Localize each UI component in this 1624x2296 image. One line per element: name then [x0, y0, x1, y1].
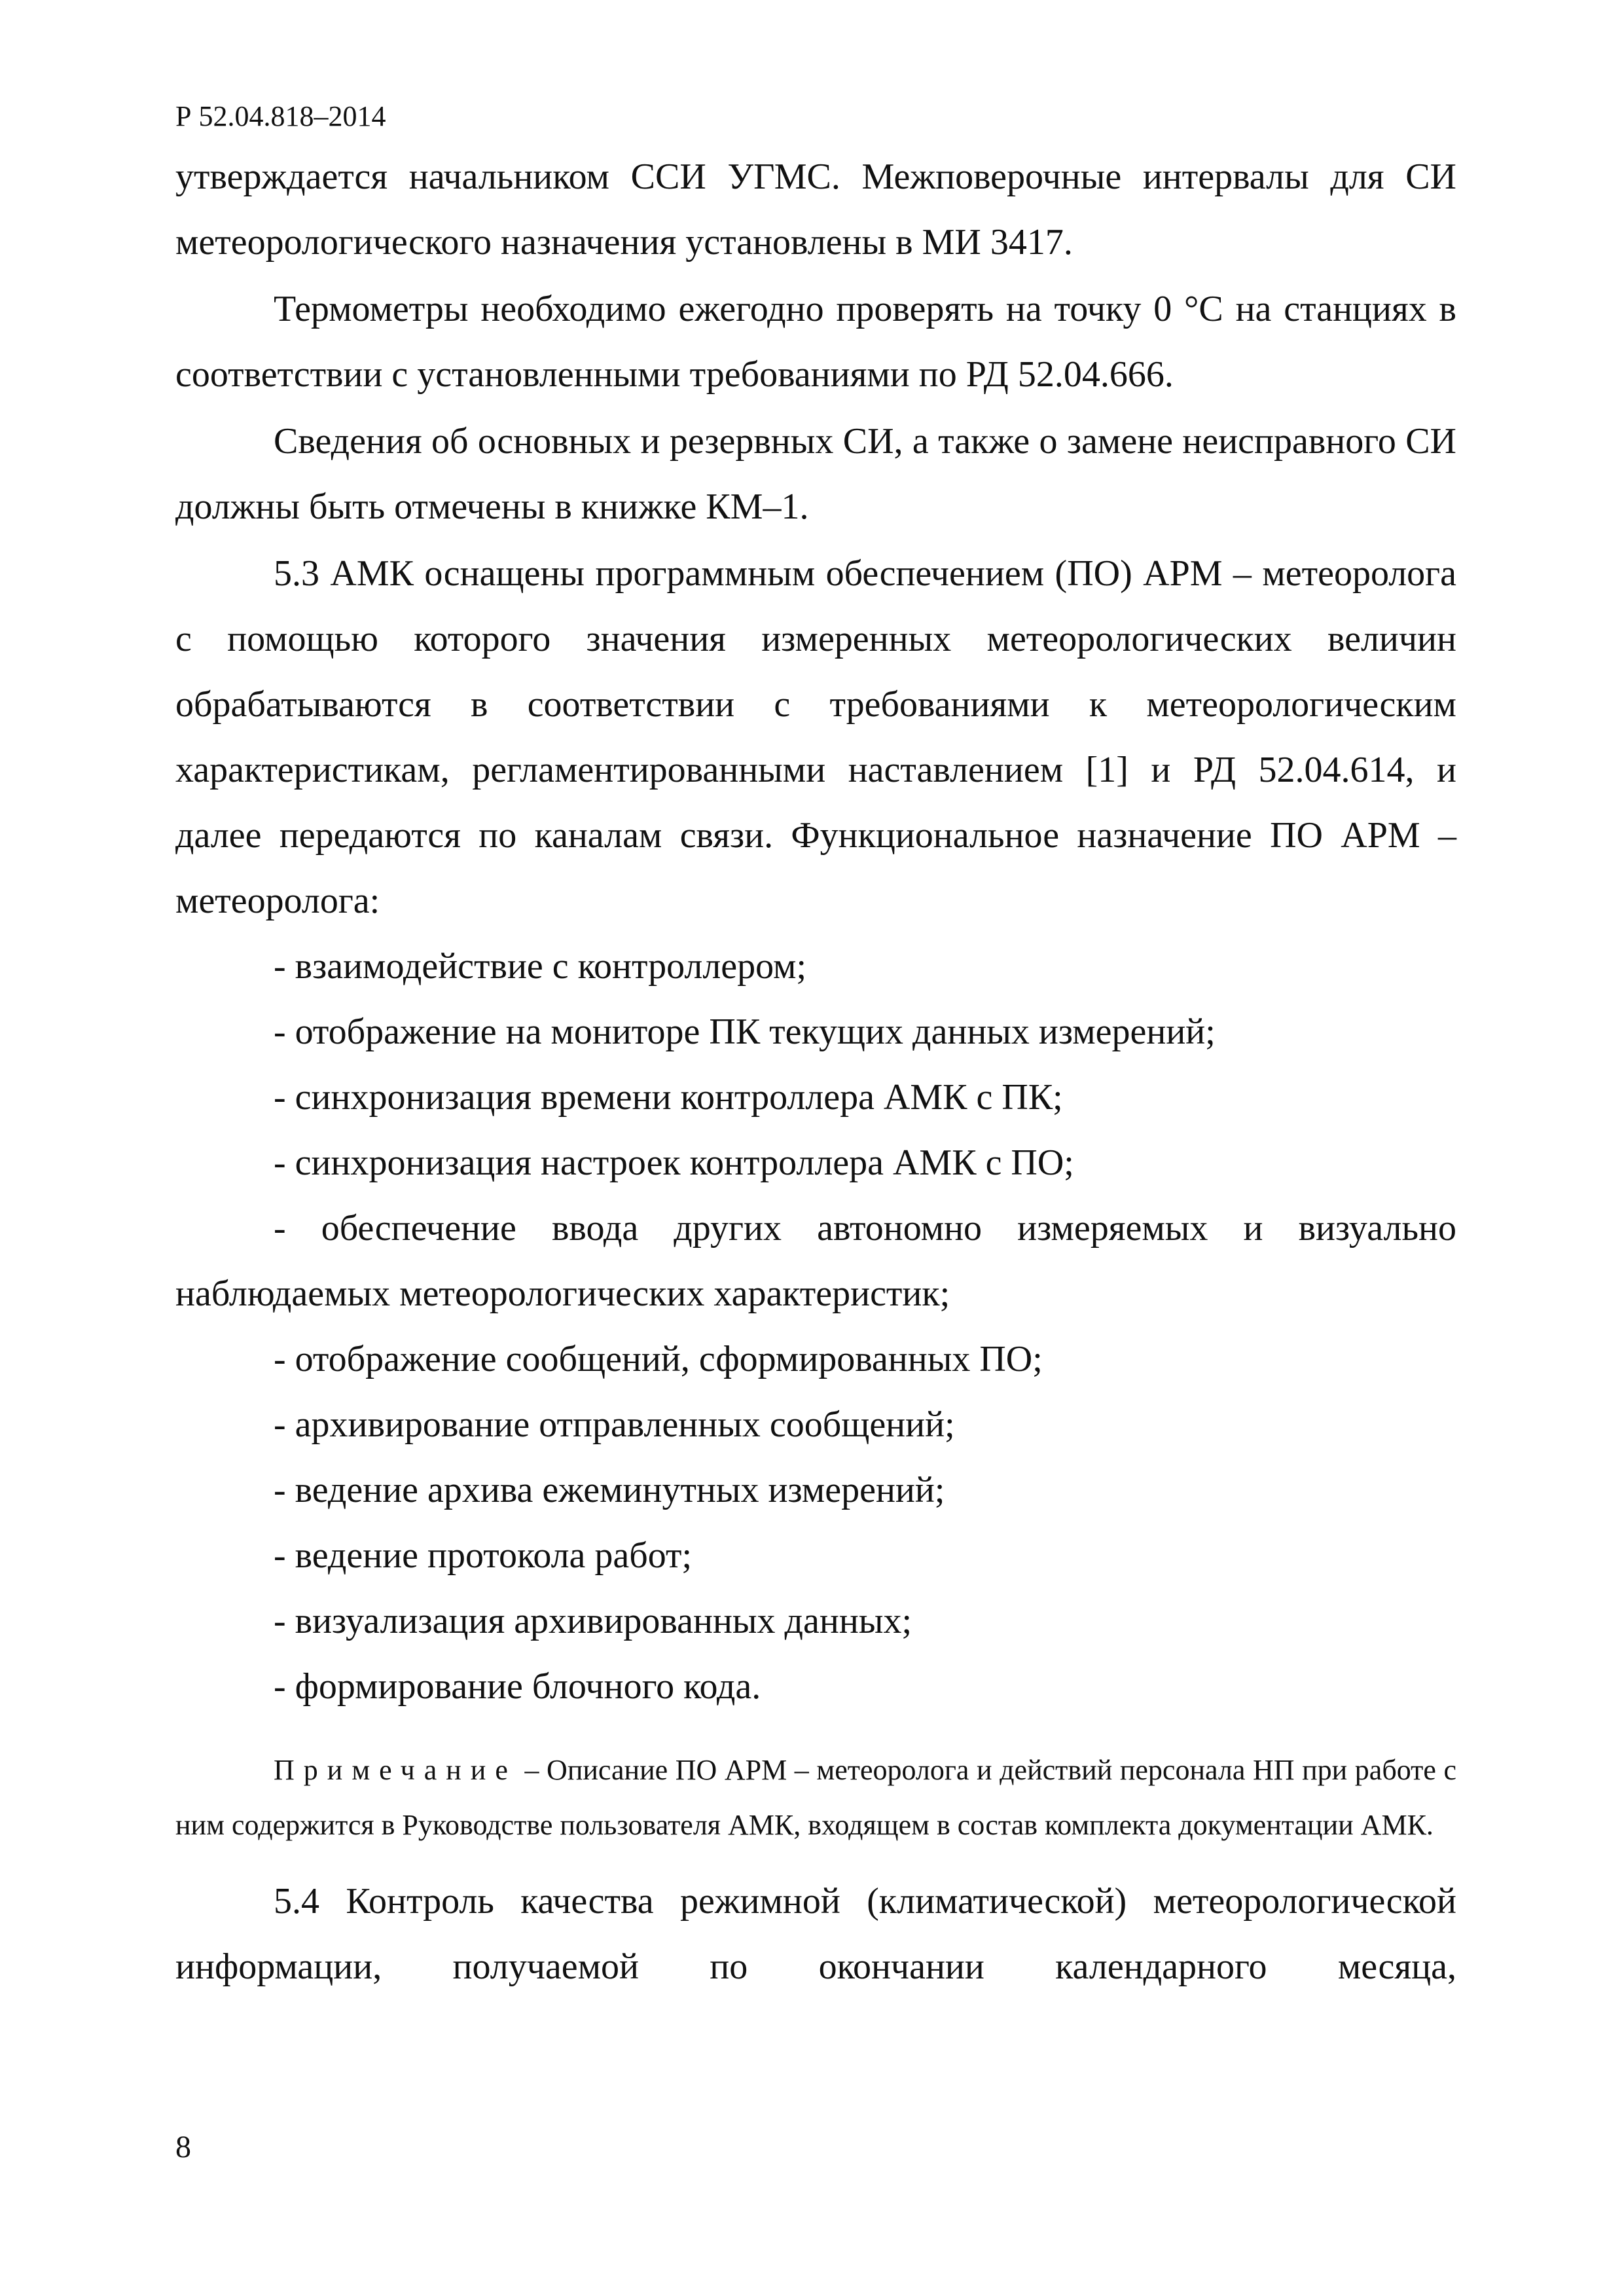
paragraph-section-5-3: 5.3 АМК оснащены программным обеспечением (ПО) АРМ – метеоролога с помощью которого значения измеренных метеорологических величин обрабатываются в соответствии с требованиями к метеорологическим характеристикам, регламентированными наставлением [1] и РД 52.04.614, и далее передаются по каналам связи. Функциональное назначение ПО АРМ – метеоролога: — [175, 553, 1456, 921]
paragraph-verification-intervals: утверждается начальником ССИ УГМС. Межповерочные интервалы для СИ метеорологического назначения установлены в МИ 3417. — [175, 156, 1456, 263]
list-item: - отображение на мониторе ПК текущих данных измерений; — [274, 1011, 1216, 1052]
list-item: - отображение сообщений, сформированных ПО; — [274, 1339, 1043, 1379]
list-item: - архивирование отправленных сообщений; — [274, 1404, 955, 1445]
list-item: - визуализация архивированных данных; — [274, 1601, 912, 1641]
paragraph-instrument-records: Сведения об основных и резервных СИ, а также о замене неисправного СИ должны быть отмечены в книжке КМ–1. — [175, 421, 1456, 527]
document-code: Р 52.04.818–2014 — [175, 100, 386, 132]
paragraph-section-5-4-line1: 5.4 Контроль качества режимной (климатической) метеорологической — [274, 1881, 1456, 1922]
functions-list — [175, 934, 1456, 1719]
note-block — [175, 1743, 1456, 1853]
list-item: - синхронизация настроек контроллера АМК с ПО; — [274, 1142, 1074, 1183]
page-number: 8 — [175, 2130, 191, 2164]
list-item: - обеспечение ввода других автономно измеряемых и визуально наблюдаемых метеорологических характеристик; — [175, 1208, 1456, 1314]
list-item: - ведение архива ежеминутных измерений; — [274, 1470, 945, 1510]
note-label: Примечание — [274, 1754, 517, 1786]
list-item: - ведение протокола работ; — [274, 1535, 693, 1576]
note-text: – Описание ПО АРМ – метеоролога и действий персонала НП при работе с ним содержится в Руководстве пользователя АМК, входящем в состав комплекта документации АМК. — [175, 1754, 1456, 1841]
paragraph-section-5-4-line2: информации, получаемой по окончании календарного месяца, — [175, 1946, 1456, 1987]
paragraph-thermometers: Термометры необходимо ежегодно проверять на точку 0 °С на станциях в соответствии с установленными требованиями по РД 52.04.666. — [175, 289, 1456, 395]
list-item: - формирование блочного кода. — [274, 1666, 761, 1707]
list-item: - взаимодействие с контроллером; — [274, 946, 807, 987]
list-item: - синхронизация времени контроллера АМК с ПК; — [274, 1077, 1063, 1118]
page-body — [175, 144, 1456, 1999]
